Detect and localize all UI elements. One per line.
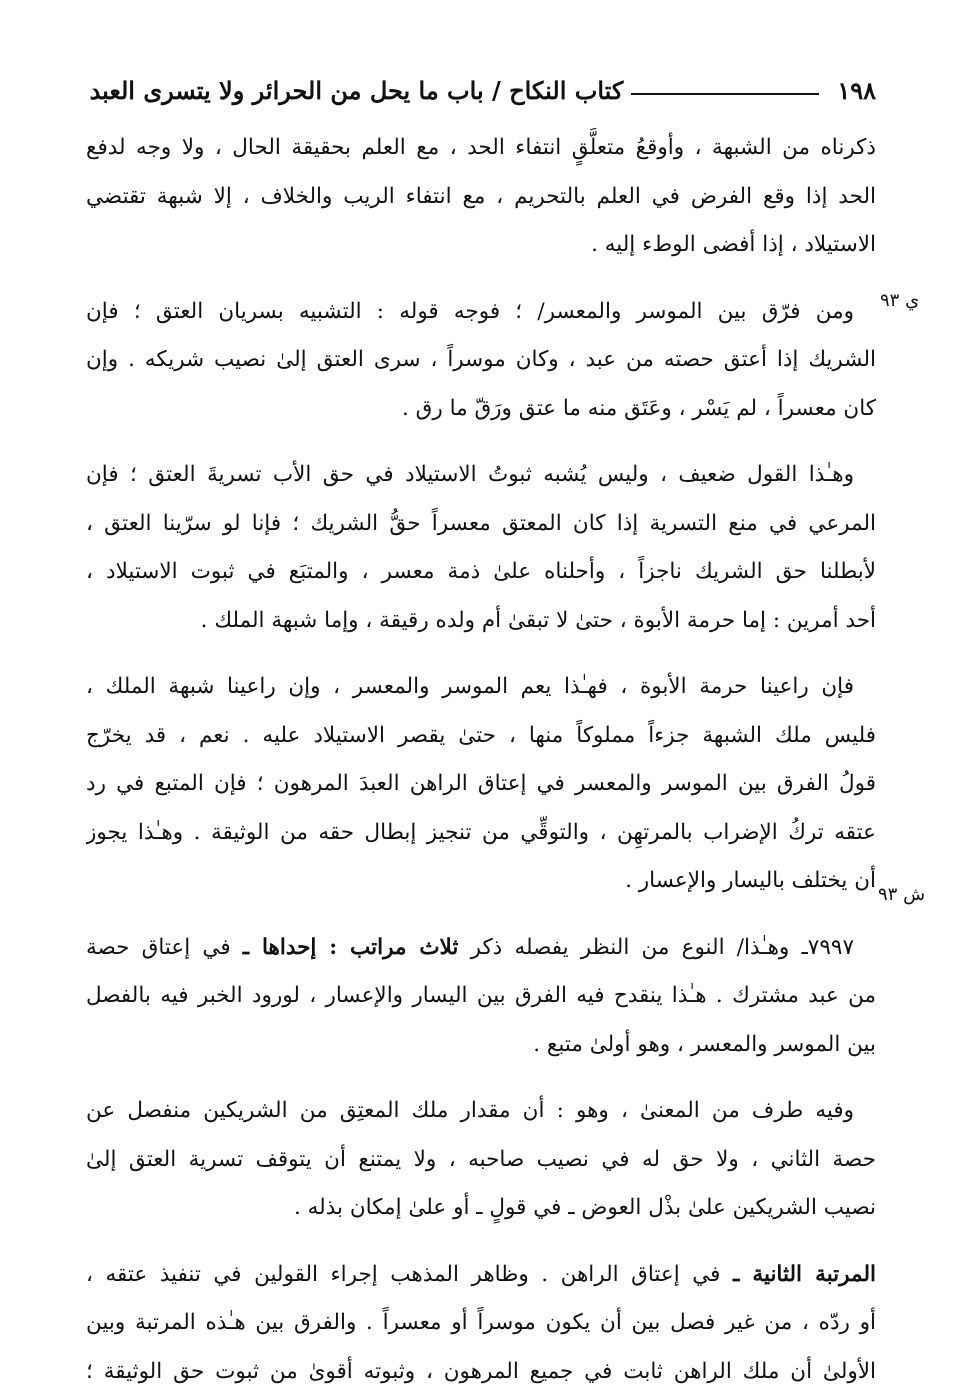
text-line: أحد أمرين : إما حرمة الأبوة ، حتىٰ لا تبقىٰ أم ولده رقيقة ، وإما شبهة الملك . xyxy=(200,607,876,633)
paragraph-2 xyxy=(86,288,876,434)
text-line: فليس ملك الشبهة جزءاً مملوكاً منها ، حتىٰ يقصر الاستيلاد عليه . نعم ، قد يخرّج xyxy=(86,722,876,748)
page-number: ١٩٨ xyxy=(837,75,876,105)
text-line xyxy=(86,1251,876,1300)
text-line: الحد إذا وقع الفرض في العلم بالتحريم ، مع انتفاء الريب والخلاف ، إلا شبهة تقتضي xyxy=(86,183,876,209)
text-line: الاستيلاد ، إذا أفضى الوطء إليه . xyxy=(591,232,876,257)
text-line: أن يختلف باليسار والإعسار . xyxy=(625,868,876,893)
text-line: من عبد مشترك . هـٰذا ينقدح فيه الفرق بين اليسار والإعسار ، لورود الخبر فيه بالفصل xyxy=(86,983,876,1008)
header-rule xyxy=(631,93,819,95)
text-line: كان معسراً ، لم يَسْر ، وعَتَق منه ما عتق ورَقّ ما رق . xyxy=(402,395,876,421)
text-line: حصة الثاني ، ولا حق له في نصيب صاحبه ، ولا يمتنع أن يتوقف تسرية العتق إلىٰ xyxy=(86,1146,876,1172)
text-line: وفيه طرف من المعنىٰ ، وهو : أن مقدار ملك المعتِق من الشريكين منفصل عن xyxy=(86,1098,854,1123)
lead-rest: في إعتاق الراهن . وظاهر المذهب إجراء القولين في تنفيذ عتقه ، xyxy=(86,1261,733,1287)
paragraph-7 xyxy=(86,1251,876,1397)
paragraph-4 xyxy=(86,663,876,906)
bold-term: ثلاث مراتب : إحداها ـ xyxy=(242,934,459,960)
text-line: الأولىٰ أن ملك الراهن ثابت في جميع المرهون ، وثبوته أقوىٰ من ثبوت حق الوثيقة ؛ xyxy=(86,1358,876,1384)
text-line: قولُ الفرق بين الموسر والمعسر في إعتاق الراهن العبدَ المرهون ؛ فإن المتبع في رد xyxy=(86,771,876,796)
text-line: أو ردّه ، من غير فصل بين أن يكون موسراً أو معسراً . والفرق بين هـٰذه المرتبة وبين xyxy=(86,1310,876,1335)
body-text xyxy=(86,124,876,1396)
text-line: نصيب الشريكين علىٰ بذْل العوض ـ في قولٍ ـ أو علىٰ إمكان بذله . xyxy=(293,1195,876,1220)
bold-term: المرتبة الثانية ـ xyxy=(732,1261,876,1287)
lead-rest: في إعتاق حصة xyxy=(86,934,243,960)
text-line: لأبطلنا حق الشريك ناجزاً ، وأحلناه علىٰ ذمة معسر ، والمتبَع في ثبوت الاستيلاد ، xyxy=(86,559,876,584)
page-header xyxy=(86,70,876,110)
text-line: ومن فرّق بين الموسر والمعسر/ ؛ فوجه قوله : التشبيه بسريان العتق ؛ فإن xyxy=(86,298,854,324)
text-line: عتقه تركُ الإضراب بالمرتهِن ، والتوقِّي من تنجيز إبطال حقه من الوثيقة . وهـٰذا يجوز xyxy=(86,819,876,845)
text-line: وهـٰذا القول ضعيف ، وليس يُشبه ثبوتُ الاستيلاد في حق الأب تسريةَ العتق ؛ فإن xyxy=(86,462,854,487)
margin-reference-1: ي ٩٣ xyxy=(880,290,920,311)
text-line: المرعي في منع التسرية إذا كان المعتق معسراً حقُّ الشريك ؛ فإنا لو سرّينا العتق ، xyxy=(86,510,876,536)
text-line: فإن راعينا حرمة الأبوة ، فهـٰذا يعم الموسر والمعسر ، وإن راعينا شبهة الملك ، xyxy=(86,674,854,699)
text-line xyxy=(86,924,876,973)
paragraph-6 xyxy=(86,1087,876,1233)
paragraph-3 xyxy=(86,451,876,645)
text-line: الشريك إذا أعتق حصته من عبد ، وكان موسراً ، سرى العتق إلىٰ نصيب شريكه . وإن xyxy=(86,347,876,372)
running-title: كتاب النكاح / باب ما يحل من الحرائر ولا يتسرى العبد xyxy=(89,75,624,105)
section-number-lead: ٧٩٩٧ـ وهـٰذا/ النوع من النظر يفصله ذكر xyxy=(458,934,854,960)
paragraph-1 xyxy=(86,124,876,270)
margin-reference-2: ش ٩٣ xyxy=(878,884,926,905)
text-line: ذكرناه من الشبهة ، وأوقعُ متعلَّقٍ انتفاء الحد ، مع العلم بحقيقة الحال ، ولا وجه لدفع xyxy=(86,135,876,160)
text-line: بين الموسر والمعسر ، وهو أولىٰ متبع . xyxy=(533,1031,876,1057)
paragraph-5 xyxy=(86,924,876,1070)
